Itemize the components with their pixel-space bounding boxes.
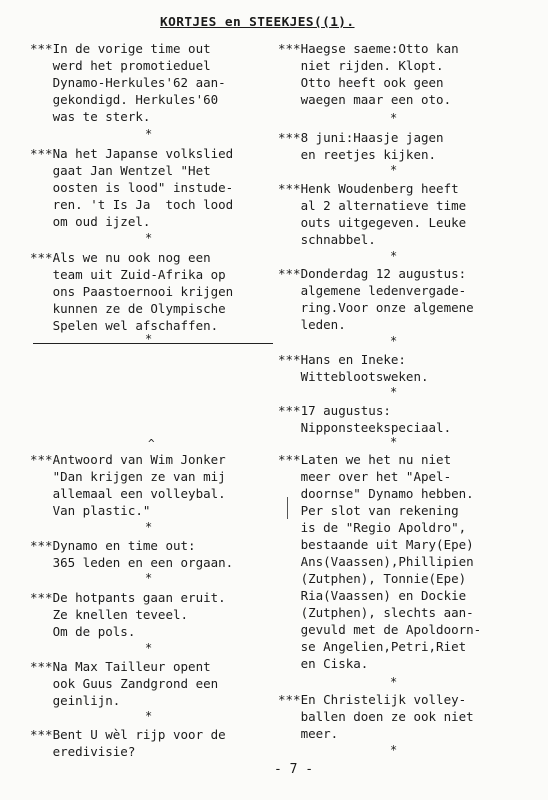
separator-star: * [390, 163, 398, 177]
item-christelijk-volleyballen: ***En Christelijk volley- ballen doen ze ook niet meer. [278, 692, 474, 741]
separator-star: * [390, 249, 398, 263]
separator-star: * [145, 520, 153, 534]
item-haegse-saeme: ***Haegse saeme:Otto kan niet rijden. Klopt. Otto heeft ook geen waegen maar een oto. [278, 41, 459, 107]
item-17-augustus: ***17 augustus: Nipponsteekspeciaal. [278, 403, 452, 435]
item-dynamo-time-out: ***Dynamo en time out: 365 leden en een orgaan. [30, 538, 234, 570]
item-hans-en-ineke: ***Hans en Ineke: Witteblootsweken. [278, 352, 429, 384]
item-hotpants: ***De hotpants gaan eruit. Ze knellen teveel. Om de pols. [30, 590, 226, 639]
separator-star: * [145, 332, 153, 346]
separator-star: * [390, 435, 398, 449]
item-japanse-volkslied: ***Na het Japanse volkslied gaat Jan Wentzel "Het oosten is lood" instude- ren. 't Is Ja toch lood om oud ijzel. [30, 146, 234, 229]
stray-mark: ^ [148, 437, 155, 450]
separator-star: * [145, 127, 153, 141]
item-eredivisie: ***Bent U wèl rijp voor de eredivisie? [30, 727, 226, 759]
separator-star: * [390, 743, 398, 757]
item-henk-woudenberg: ***Henk Woudenberg heeft al 2 alternatieve time outs uitgegeven. Leuke schnabbel. [278, 181, 467, 247]
separator-star: * [390, 675, 398, 689]
item-promotieduel: ***In de vorige time out werd het promotieduel Dynamo-Herkules'62 aan- gekondigd. Herkules'60 was te sterk. [30, 41, 226, 124]
item-antwoord-wim-jonker: ***Antwoord van Wim Jonker "Dan krijgen ze van mij allemaal een volleybal. Van plastic." [30, 452, 226, 518]
separator-star: * [145, 571, 153, 585]
page-title: KORTJES en STEEKJES((1). [160, 15, 355, 30]
item-zuid-afrika: ***Als we nu ook nog een team uit Zuid-Afrika op ons Paastoernooi krijgen kunnen ze de Olympische Spelen wel afschaffen. [30, 250, 234, 333]
item-max-tailleur: ***Na Max Tailleur opent ook Guus Zandgrond een geinlijn. [30, 659, 219, 708]
separator-star: * [145, 709, 153, 723]
item-8-juni: ***8 juni:Haasje jagen en reetjes kijken. [278, 130, 444, 162]
separator-star: * [390, 334, 398, 348]
separator-star: * [390, 111, 398, 125]
item-apeldoornse-dynamo: ***Laten we het nu niet meer over het "Apel- doornse" Dynamo hebben. Per slot van rekening is de "Regio Apoldro", bestaande uit Mary(Epe) Ans(Vaassen),Phillipien (Zutphen), Tonnie(Epe) Ria(Vaassen) en Dockie (Zutphen), slechts aan- gevuld met de Apoldoorn- se Angelien,Petri,Riet en Ciska. [278, 452, 482, 671]
separator-star: * [145, 231, 153, 245]
item-donderdag-12-augustus: ***Donderdag 12 augustus: algemene ledenvergade- ring.Voor onze algemene leden. [278, 266, 474, 332]
separator-star: * [390, 385, 398, 399]
column-rule [33, 343, 273, 344]
separator-star: * [145, 641, 153, 655]
page-number: - 7 - [274, 762, 314, 777]
